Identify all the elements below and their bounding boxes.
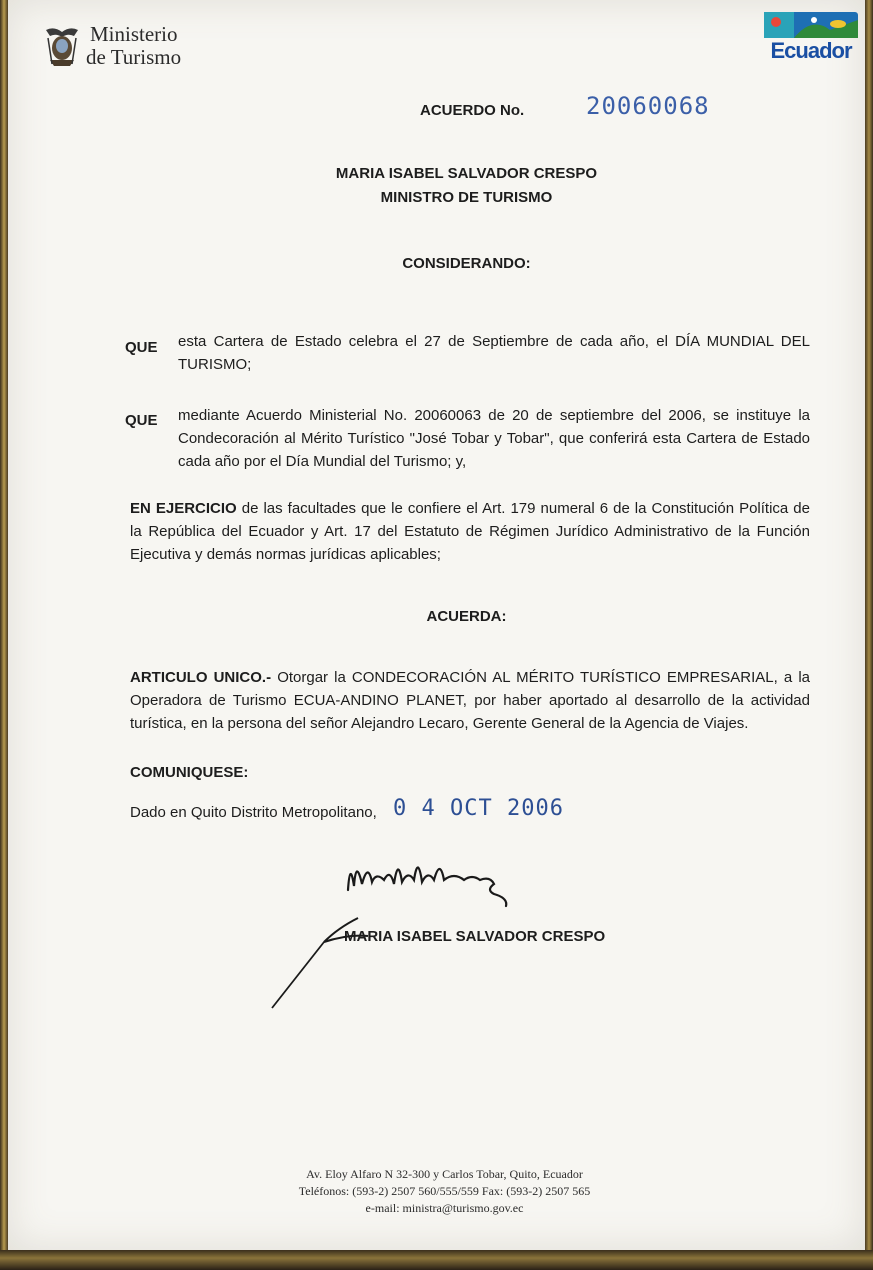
- ministry-name-line2: de Turismo: [86, 45, 182, 69]
- footer-address: Av. Eloy Alfaro N 32-300 y Carlos Tobar, Quito, Ecuador: [306, 1167, 583, 1181]
- document-page: [8, 0, 865, 1250]
- acuerdo-number-stamp: 20060068: [586, 92, 710, 120]
- que-paragraph-1: esta Cartera de Estado celebra el 27 de Septiembre de cada año, el DÍA MUNDIAL DEL TURISMO;: [178, 333, 810, 373]
- ecuador-logo-graphic-icon: [764, 12, 858, 38]
- ministry-logo: [42, 22, 202, 72]
- acuerdo-label: ACUERDO No.: [420, 102, 525, 119]
- coat-of-arms-icon: [42, 24, 82, 68]
- dado-en-text: Dado en Quito Distrito Metropolitano,: [130, 804, 377, 821]
- frame-bottom-edge: [0, 1250, 873, 1270]
- ecuador-logo-text: Ecuador: [770, 38, 852, 63]
- acuerda-heading: ACUERDA:: [426, 608, 507, 625]
- ministry-name-line1: Ministerio: [90, 22, 178, 46]
- que-label-1: QUE: [125, 339, 158, 356]
- que-label-2: QUE: [125, 412, 158, 429]
- frame-left-edge: [0, 0, 8, 1270]
- footer-phones: Teléfonos: (593-2) 2507 560/555/559 Fax: (593-2) 2507 565: [298, 1184, 591, 1198]
- footer-email: e-mail: ministra@turismo.gov.ec: [365, 1201, 524, 1215]
- authority-title: MINISTRO DE TURISMO: [380, 189, 553, 206]
- articulo-unico-text: Otorgar la CONDECORACIÓN AL MÉRITO TURÍSTICO EMPRESARIAL, a la Operadora de Turismo ECUA-ANDINO PLANET, por haber aportado al desarrollo de la actividad turística, en la persona del señor Alejandro Lecaro, Gerente General de la Agencia de Viajes.: [130, 669, 810, 732]
- en-ejercicio-paragraph: [130, 497, 810, 566]
- considerando-heading: CONSIDERANDO:: [402, 255, 531, 272]
- articulo-unico-paragraph: [130, 666, 810, 735]
- signer-name: MARIA ISABEL SALVADOR CRESPO: [344, 928, 606, 945]
- authority-name: MARIA ISABEL SALVADOR CRESPO: [335, 165, 598, 182]
- que-paragraph-2: mediante Acuerdo Ministerial No. 20060063 de 20 de septiembre del 2006, se instituye la Condecoración al Mérito Turístico "José Tobar y Tobar", que conferirá esta Cartera de Estado cada año por el Día Mundial del Turismo; y,: [178, 407, 810, 470]
- en-ejercicio-text: de las facultades que le confiere el Art. 179 numeral 6 de la Constitución Política de la República del Ecuador y Art. 17 del Estatuto de Régimen Jurídico Administrativo de la Función Ejecutiva y demás normas jurídicas aplicables;: [130, 500, 810, 563]
- articulo-unico-label: ARTICULO UNICO.-: [130, 669, 272, 686]
- comuniquese-heading: COMUNIQUESE:: [130, 764, 249, 781]
- ecuador-logo: [762, 12, 860, 66]
- en-ejercicio-label: EN EJERCICIO: [130, 500, 237, 517]
- date-stamp: 0 4 OCT 2006: [393, 796, 564, 821]
